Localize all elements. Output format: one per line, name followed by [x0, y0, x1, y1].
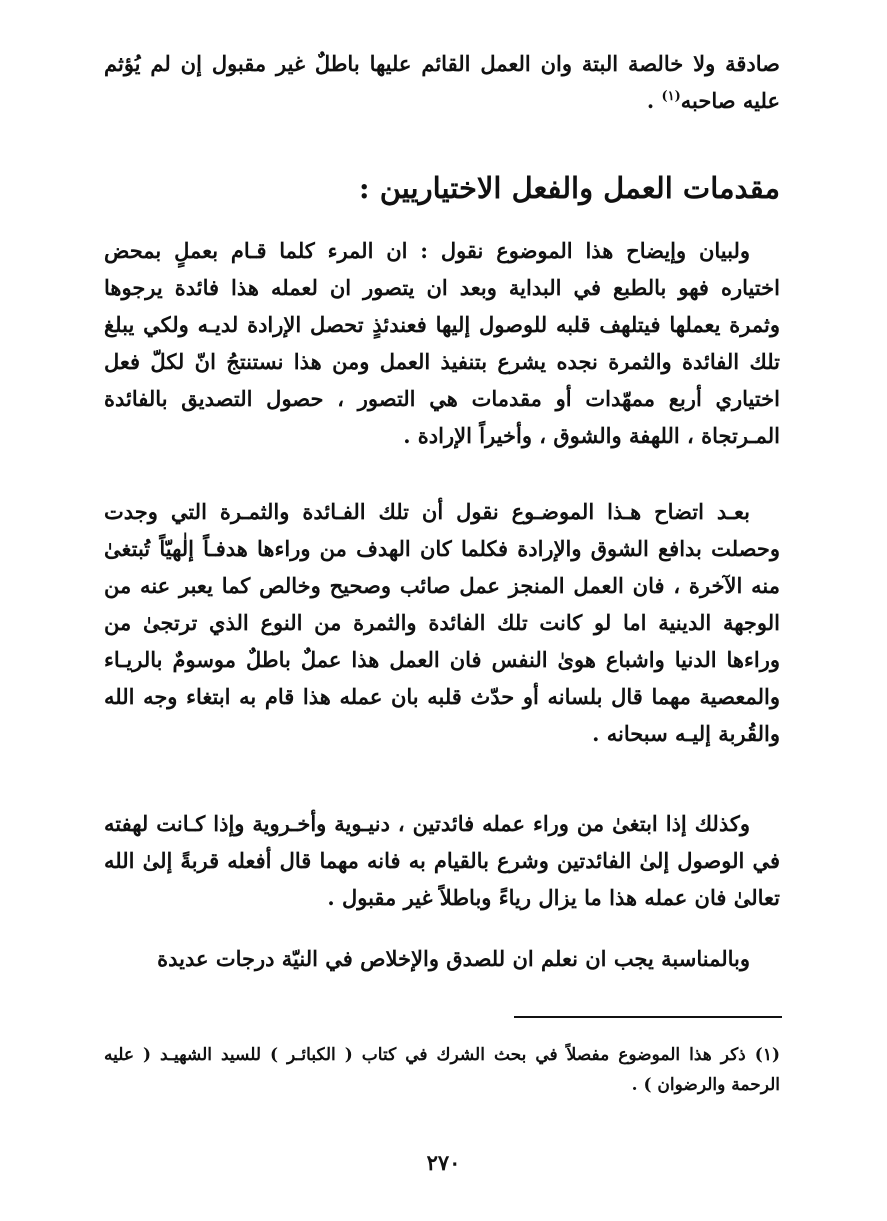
continuation-paragraph [104, 45, 780, 119]
paragraph-2: بعـد اتضاح هـذا الموضـوع نقول أن تلك الفـائدة والثمـرة التي وجدت وحصلت بدافع الشوق والإرادة فكلما كان الهدف من وراءها هدفـاً إلٰهيّاً تُبتغىٰ منه الآخرة ، فان العمل المنجز عمل صائب وصحيح وخالص كما يعبر عنه من الوجهة الدينية اما لو كانت تلك الفائدة والثمرة من النوع الذي ترتجىٰ من وراءها الدنيا واشباع هوىٰ النفس فان العمل هذا عملٌ باطلٌ موسومٌ بالريـاء والمعصية مهما قال بلسانه أو حدّث قلبه بان عمله هذا قام به ابتغاء وجه الله والقُربة إليـه سبحانه . [104, 499, 780, 746]
footnote-text: (١) ذكر هذا الموضوع مفصلاً في بحث الشرك في كتاب ( الكبائـر ) للسيد الشهيـد ( عليه الرحمة والرضوان ) . [104, 1045, 780, 1095]
footnote-reference: (١) [661, 89, 681, 104]
continuation-end: . [646, 88, 662, 113]
paragraph-4: وبالمناسبة يجب ان نعلم ان للصدق والإخلاص في النيّة درجات عديدة [157, 946, 750, 971]
paragraph-3: وكذلك إذا ابتغىٰ من وراء عمله فائدتين ، دنيـوية وأخـروية وإذا كـانت لهفته في الوصول إلىٰ الفائدتين وشرع بالقيام به فانه مهما قال أفعله قربةً إلىٰ الله تعالىٰ فان عمله هذا ما يزال رياءً وباطلاً غير مقبول . [104, 811, 780, 910]
page-number: ٢٧٠ [426, 1150, 461, 1175]
footnote-divider [514, 1016, 782, 1018]
paragraph-1: ولبيان وإيضاح هذا الموضوع نقول : ان المرء كلما قـام بعملٍ بمحض اختياره فهو بالطبع في البداية وبعد ان يتصور ان لعمله هذا فائدة يرجوها وثمرة يعملها فيتلهف قلبه للوصول إليها فعندئذٍ تحصل الإرادة لديـه ولكي يبلغ تلك الفائدة والثمرة نجده يشرع بتنفيذ العمل ومن هذا نستنتجُ انّ لكلّ فعل اختياري أربع ممهّدات أو مقدمات هي التصور ، حصول التصديق بالفائدة المـرتجاة ، اللهفة والشوق ، وأخيراً الإرادة . [104, 238, 780, 448]
continuation-text: صادقة ولا خالصة البتة وان العمل القائم عليها باطلٌ غير مقبول إن لم يُؤثم عليه صاحبه [104, 51, 780, 113]
section-heading: مقدمات العمل والفعل الاختياريين : [358, 171, 780, 205]
